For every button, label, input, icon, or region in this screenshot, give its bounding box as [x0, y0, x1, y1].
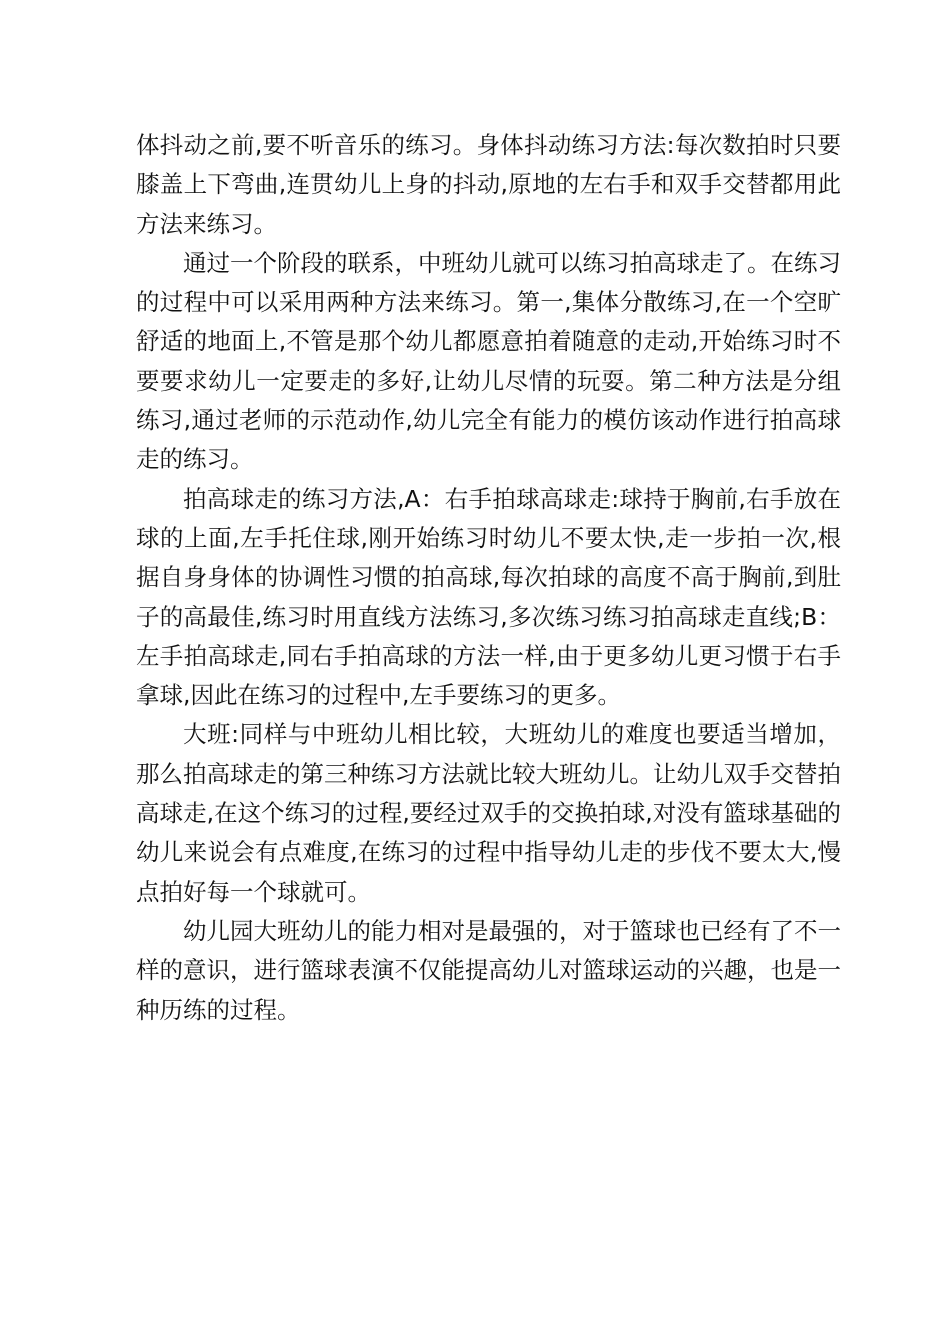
paragraph-senior-class: 大班:同样与中班幼儿相比较，大班幼儿的难度也要适当增加，那么拍高球走的第三种练习方法就比较大班幼儿。让幼儿双手交替拍高球走,在这个练习的过程,要经过双手的交换拍球,对没有篮球基础的幼儿来说会有点难度,在练习的过程中指导幼儿走的步伐不要太大,慢点拍好每一个球就可。: [136, 720, 841, 906]
paragraph-middle-class-practice: 通过一个阶段的联系，中班幼儿就可以练习拍高球走了。在练习的过程中可以采用两种方法来练习。第一,集体分散练习,在一个空旷舒适的地面上,不管是那个幼儿都愿意拍着随意的走动,开始练习时不要要求幼儿一定要走的多好,让幼儿尽情的玩耍。第二种方法是分组练习,通过老师的示范动作,幼儿完全有能力的模仿该动作进行拍高球走的练习。: [136, 248, 841, 474]
paragraph-conclusion: 幼儿园大班幼儿的能力相对是最强的，对于篮球也已经有了不一样的意识，进行篮球表演不仅能提高幼儿对篮球运动的兴趣，也是一种历练的过程。: [136, 916, 841, 1024]
document-page: [136, 126, 841, 1030]
paragraph-continuation: 体抖动之前,要不听音乐的练习。身体抖动练习方法:每次数拍时只要膝盖上下弯曲,连贯幼儿上身的抖动,原地的左右手和双手交替都用此方法来练习。: [136, 131, 841, 238]
paragraph-dribble-method: 拍高球走的练习方法,A：右手拍球高球走:球持于胸前,右手放在球的上面,左手托住球,刚开始练习时幼儿不要太快,走一步拍一次,根据自身身体的协调性习惯的拍高球,每次拍球的高度不高于胸前,到肚子的高最佳,练习时用直线方法练习,多次练习练习拍高球走直线;B：左手拍高球走,同右手拍高球的方法一样,由于更多幼儿更习惯于右手拿球,因此在练习的过程中,左手要练习的更多。: [136, 484, 841, 710]
